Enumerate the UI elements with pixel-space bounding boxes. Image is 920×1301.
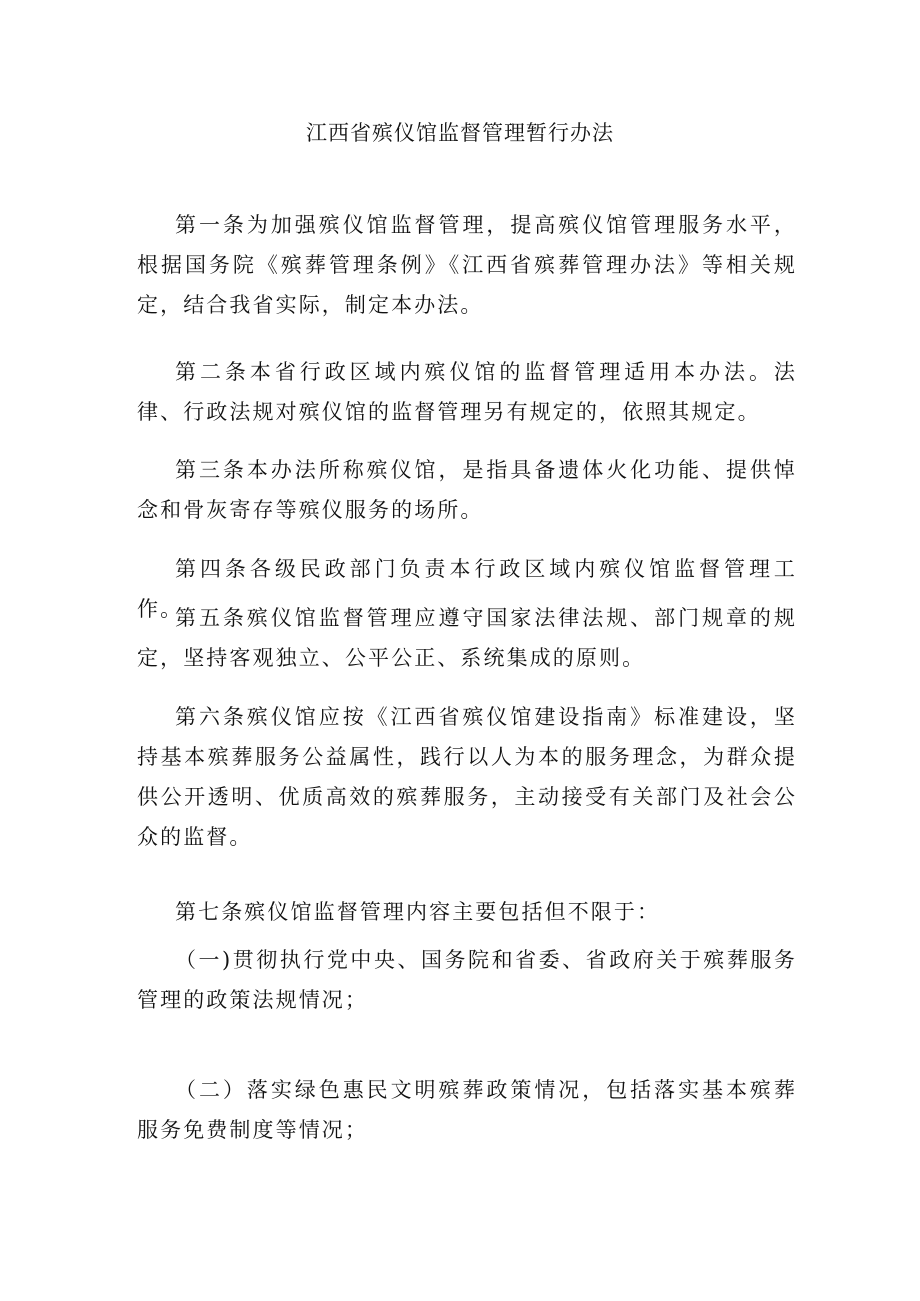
article-7-paragraph: 第七条殡仪馆监督管理内容主要包括但不限于： [175, 900, 661, 924]
article-7-item-1: （一)贯彻执行党中央、国务院和省委、省政府关于殡葬服务管理的政策法规情况； [137, 948, 797, 1012]
article-6-paragraph: 第六条殡仪馆应按《江西省殡仪馆建设指南》标准建设，坚持基本殡葬服务公益属性，践行以人为本的服务理念，为群众提供公开透明、优质高效的殡葬服务，主动接受有关部门及社会公众的监督。 [137, 705, 797, 849]
article-7-item-2: （二）落实绿色惠民文明殡葬政策情况，包括落实基本殡葬服务免费制度等情况； [137, 1078, 797, 1142]
article-3-paragraph: 第三条本办法所称殡仪馆，是指具备遗体火化功能、提供悼念和骨灰寄存等殡仪服务的场所。 [137, 458, 797, 522]
document-title: 江西省殡仪馆监督管理暂行办法 [306, 121, 614, 145]
article-2-paragraph: 第二条本省行政区域内殡仪馆的监督管理适用本办法。法律、行政法规对殡仪馆的监督管理另有规定的，依照其规定。 [137, 360, 797, 424]
article-5-paragraph: 第五条殡仪馆监督管理应遵守国家法律法规、部门规章的规定，坚持客观独立、公平公正、系统集成的原则。 [137, 606, 797, 670]
article-1-paragraph: 第一条为加强殡仪馆监督管理，提高殡仪馆管理服务水平，根据国务院《殡葬管理条例》《江西省殡葬管理办法》等相关规定，结合我省实际，制定本办法。 [137, 213, 797, 317]
article-4-paragraph: 第四条各级民政部门负责本行政区域内殡仪馆监督管理工作。 [137, 557, 797, 621]
